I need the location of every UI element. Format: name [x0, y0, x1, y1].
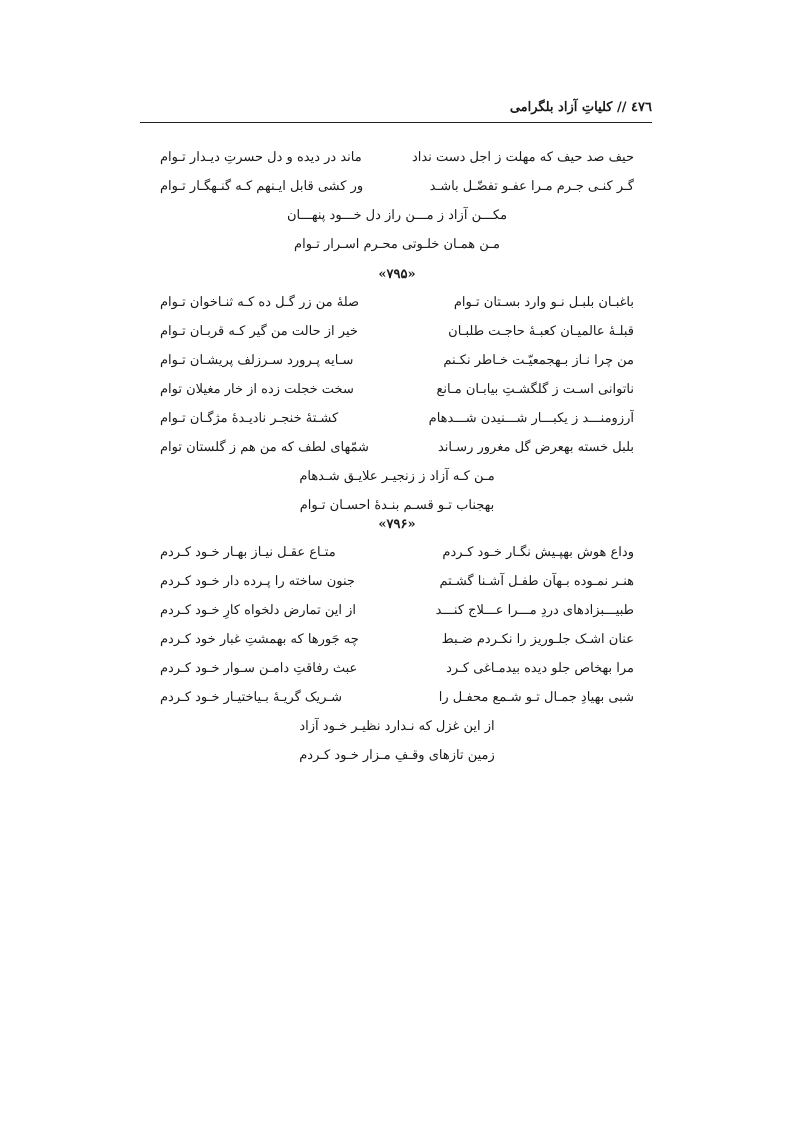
closing-line: زمین تازهای وقـفِ مـزار خـود کـردم: [299, 748, 495, 763]
couplet: [160, 317, 634, 346]
closing-line: مـن همـان خلـوتی محـرم اسـرار تـوام: [294, 237, 500, 252]
ghazal-number: «۷۹۵»: [378, 267, 416, 282]
hemistich-second: چه جَورها که بهمشتِ غبار خود کـردم: [160, 632, 359, 647]
couplet: [160, 404, 634, 433]
hemistich-first: ناتوانی اسـت ز گلگشـتِ بیابـان مـانع: [436, 382, 634, 397]
hemistich-first: بلبل خسته بهعرض گل مغرور رسـاند: [437, 440, 634, 455]
closing-couplet: [160, 462, 634, 520]
hemistich-first: حیف صد حیف که مهلت ز اجل دست نداد: [412, 150, 634, 165]
intro-block: [160, 143, 634, 259]
closing-couplet: [160, 712, 634, 770]
couplet: [160, 172, 634, 201]
closing-line: از این غزل که نـدارد نظیـر خـود آزاد: [299, 719, 495, 734]
running-header: ٤٧٦ // كلياتِ آزاد بلگرامی: [509, 100, 652, 115]
hemistich-first: وداع هوش بهپـیش نگـار خـود کـردم: [442, 545, 634, 560]
couplet: [160, 288, 634, 317]
couplet: [160, 143, 634, 172]
hemistich-second: جنون ساخته را پـرده دار خـود کـردم: [160, 574, 355, 589]
hemistich-second: عبث رفاقتِ دامـن سـوار خـود کـردم: [160, 661, 358, 676]
couplet: [160, 596, 634, 625]
hemistich-second: ماند در دیده و دل حسرتِ دیـدار تـوام: [160, 150, 362, 165]
hemistich-second: سخت خجلت زده از خار مغیلان توام: [160, 382, 354, 397]
hemistich-first: هنـر نمـوده بـهآن طفـل آشـنا گشـتم: [439, 574, 634, 589]
couplet: [160, 375, 634, 404]
hemistich-second: خیر از حالت من گیر کـه قربـان تـوام: [160, 324, 358, 339]
hemistich-first: شبی بهیادِ جمـال تـو شـمع محفـل را: [438, 690, 634, 705]
hemistich-second: سـایه پـرورد سـرزلف پریشـان تـوام: [160, 353, 354, 368]
hemistich-first: من چرا نـاز بـهجمعیّـت خـاطر نکـنم: [443, 353, 634, 368]
couplet: [160, 654, 634, 683]
closing-couplet: [160, 201, 634, 259]
couplet: [160, 346, 634, 375]
couplet: [160, 433, 634, 462]
hemistich-first: طبیـــبزادهای دردِ مـــرا عـــلاج کنـــد: [435, 603, 634, 618]
closing-line: مـن کـه آزاد ز زنجیـر علایـق شـدهام: [299, 469, 495, 484]
hemistich-second: شـریک گریـۀ بـیاختیـار خـود کـردم: [160, 690, 343, 705]
couplet: [160, 567, 634, 596]
hemistich-first: عنان اشـک جلـوریز را نکـردم ضـبط: [441, 632, 634, 647]
hemistich-first: مرا بهخاص جلو دیده بیدمـاغی کـرد: [446, 661, 634, 676]
hemistich-first: گـر کنـی جـرم مـرا عفـو تفضّـل باشـد: [429, 179, 634, 194]
hemistich-second: ور کشی قابل ایـنهم کـه گنـهگـار تـوام: [160, 179, 364, 194]
couplet: [160, 538, 634, 567]
closing-line: مکـــن آزاد ز مـــن راز دل خـــود پنهـــان: [286, 208, 508, 223]
header-divider: [140, 122, 652, 123]
couplet: [160, 683, 634, 712]
hemistich-second: از این تمارض دلخواه کارِ خـود کـردم: [160, 603, 356, 618]
ghazal-number: «۷۹۶»: [378, 517, 416, 532]
hemistich-second: صلۀ من زر گـل ده کـه ثنـاخوان تـوام: [160, 295, 360, 310]
ghazal-795: [160, 264, 634, 520]
closing-line: بهجناب تـو قسـم بنـدۀ احسـان تـوام: [299, 498, 495, 513]
hemistich-second: کشـتۀ خنجـر نادیـدۀ مژگـان تـوام: [160, 411, 339, 426]
hemistich-first: آرزومنـــد ز یکبـــار شـــنیدن شـــدهام: [428, 411, 634, 426]
couplet: [160, 625, 634, 654]
hemistich-second: متـاع عقـل نیـاز بهـار خـود کـردم: [160, 545, 336, 560]
ghazal-796: [160, 514, 634, 770]
hemistich-first: قبلـۀ عالمیـان کعبـۀ حاجـت طلبـان: [448, 324, 634, 339]
hemistich-second: شمّهای لطف که من هم ز گلستان توام: [160, 440, 369, 455]
hemistich-first: باغبـان بلبـل نـو وارد بسـتان تـوام: [453, 295, 634, 310]
